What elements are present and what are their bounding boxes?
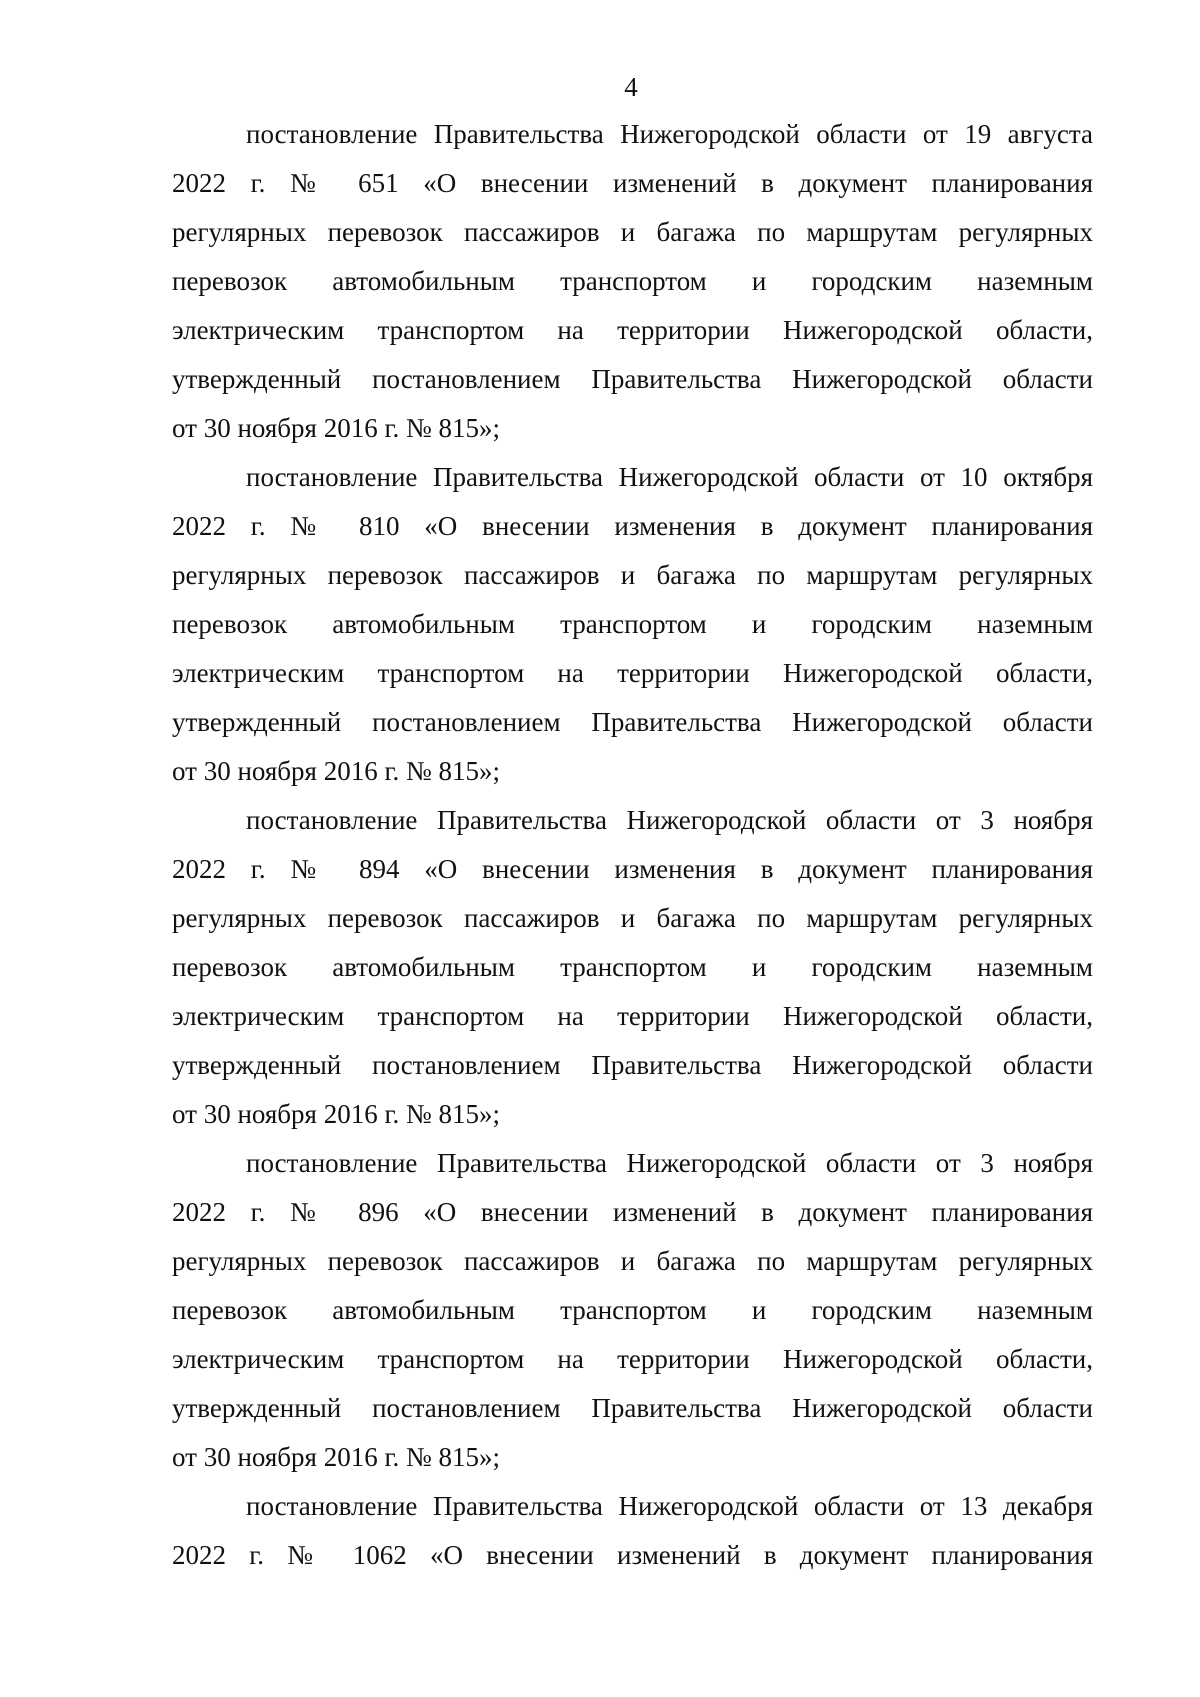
text-line: 2022 г. № 894 «О внесении изменения в документ планирования <box>172 854 1093 884</box>
text-line: от 30 ноября 2016 г. № 815»; <box>172 756 500 786</box>
text-line: утвержденный постановлением Правительства Нижегородской области <box>172 707 1093 737</box>
text-line: постановление Правительства Нижегородской области от 3 ноября <box>246 805 1093 835</box>
text-line: 2022 г. № 651 «О внесении изменений в документ планирования <box>172 168 1093 198</box>
text-line: утвержденный постановлением Правительства Нижегородской области <box>172 1050 1093 1080</box>
paragraph <box>172 796 1093 1139</box>
paragraph <box>172 1482 1093 1580</box>
text-line: от 30 ноября 2016 г. № 815»; <box>172 413 500 443</box>
text-line: перевозок автомобильным транспортом и городским наземным <box>172 1295 1093 1325</box>
paragraph <box>172 110 1093 453</box>
text-line: электрическим транспортом на территории Нижегородской области, <box>172 658 1093 688</box>
page-number: 4 <box>624 72 638 102</box>
text-line: перевозок автомобильным транспортом и городским наземным <box>172 266 1093 296</box>
text-line: постановление Правительства Нижегородской области от 10 октября <box>246 462 1093 492</box>
text-line: электрическим транспортом на территории Нижегородской области, <box>172 1001 1093 1031</box>
text-line: регулярных перевозок пассажиров и багажа по маршрутам регулярных <box>172 560 1093 590</box>
text-line: электрическим транспортом на территории Нижегородской области, <box>172 1344 1093 1374</box>
text-line: утвержденный постановлением Правительства Нижегородской области <box>172 1393 1093 1423</box>
text-line: 2022 г. № 896 «О внесении изменений в документ планирования <box>172 1197 1093 1227</box>
text-line: постановление Правительства Нижегородской области от 3 ноября <box>246 1148 1093 1178</box>
text-line: регулярных перевозок пассажиров и багажа по маршрутам регулярных <box>172 903 1093 933</box>
text-line: перевозок автомобильным транспортом и городским наземным <box>172 609 1093 639</box>
document-body <box>172 110 1093 1580</box>
text-line: 2022 г. № 810 «О внесении изменения в документ планирования <box>172 511 1093 541</box>
text-line: постановление Правительства Нижегородской области от 19 августа <box>246 119 1093 149</box>
text-line: 2022 г. № 1062 «О внесении изменений в документ планирования <box>172 1540 1093 1570</box>
text-line: перевозок автомобильным транспортом и городским наземным <box>172 952 1093 982</box>
text-line: постановление Правительства Нижегородской области от 13 декабря <box>246 1491 1093 1521</box>
text-line: регулярных перевозок пассажиров и багажа по маршрутам регулярных <box>172 217 1093 247</box>
text-line: от 30 ноября 2016 г. № 815»; <box>172 1099 500 1129</box>
text-line: утвержденный постановлением Правительства Нижегородской области <box>172 364 1093 394</box>
text-line: от 30 ноября 2016 г. № 815»; <box>172 1442 500 1472</box>
text-line: электрическим транспортом на территории Нижегородской области, <box>172 315 1093 345</box>
paragraph <box>172 453 1093 796</box>
paragraph <box>172 1139 1093 1482</box>
text-line: регулярных перевозок пассажиров и багажа по маршрутам регулярных <box>172 1246 1093 1276</box>
